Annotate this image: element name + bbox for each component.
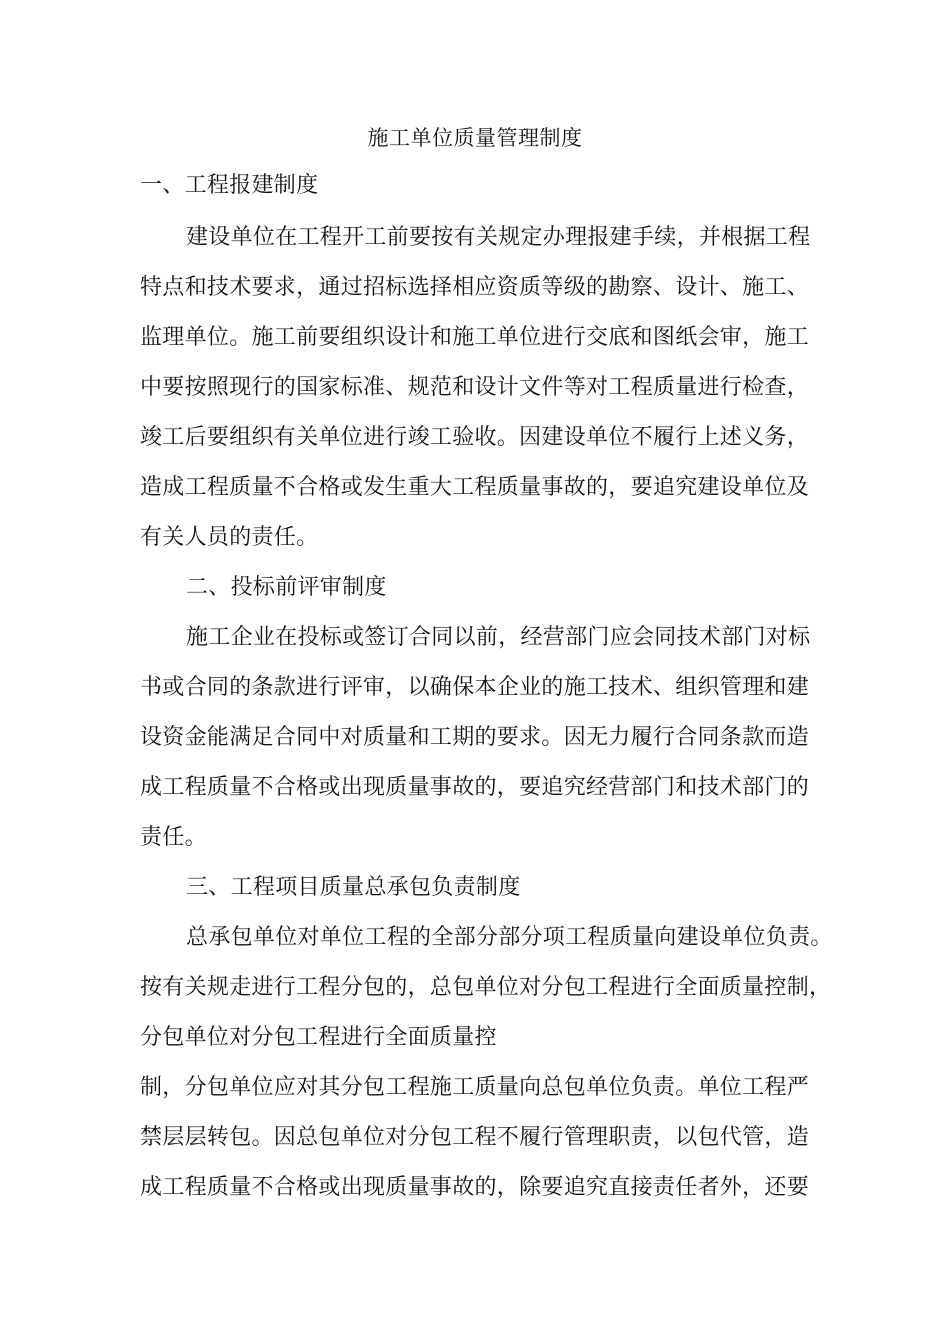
paragraph-line: 有关人员的责任。 bbox=[140, 525, 319, 550]
section-heading-3: 三、工程项目质量总承包负责制度 bbox=[186, 875, 521, 900]
paragraph-line: 建设单位在工程开工前要按有关规定办理报建手续，并根据工程 bbox=[186, 225, 811, 250]
paragraph-line: 中要按照现行的国家标准、规范和设计文件等对工程质量进行检查， bbox=[140, 375, 810, 400]
paragraph-line: 分包单位对分包工程进行全面质量控 bbox=[140, 1025, 497, 1050]
paragraph-line: 制，分包单位应对其分包工程施工质量向总包单位负责。单位工程严 bbox=[140, 1075, 810, 1100]
paragraph-line: 责任。 bbox=[140, 825, 207, 850]
document-title: 施工单位质量管理制度 bbox=[367, 126, 583, 150]
paragraph-line: 监理单位。施工前要组织设计和施工单位进行交底和图纸会审，施工 bbox=[140, 325, 810, 350]
paragraph-line: 禁层层转包。因总包单位对分包工程不履行管理职责，以包代管，造 bbox=[140, 1125, 810, 1150]
paragraph-line: 总承包单位对单位工程的全部分部分项工程质量向建设单位负责。 bbox=[186, 925, 833, 950]
paragraph-line: 成工程质量不合格或出现质量事故的，除要追究直接责任者外，还要 bbox=[140, 1175, 810, 1200]
paragraph-line: 造成工程质量不合格或发生重大工程质量事故的，要追究建设单位及 bbox=[140, 475, 810, 500]
paragraph-line: 竣工后要组织有关单位进行竣工验收。因建设单位不履行上述义务， bbox=[140, 425, 810, 450]
section-heading-2: 二、投标前评审制度 bbox=[186, 575, 387, 600]
section-heading-1: 一、工程报建制度 bbox=[140, 173, 319, 198]
paragraph-line: 书或合同的条款进行评审，以确保本企业的施工技术、组织管理和建 bbox=[140, 675, 810, 700]
paragraph-line: 按有关规走进行工程分包的，总包单位对分包工程进行全面质量控制， bbox=[140, 975, 832, 1000]
paragraph-line: 施工企业在投标或签订合同以前，经营部门应会同技术部门对标 bbox=[186, 625, 811, 650]
paragraph-line: 成工程质量不合格或出现质量事故的，要追究经营部门和技术部门的 bbox=[140, 775, 810, 800]
paragraph-line: 特点和技术要求，通过招标选择相应资质等级的勘察、设计、施工、 bbox=[140, 275, 810, 300]
paragraph-line: 设资金能满足合同中对质量和工期的要求。因无力履行合同条款而造 bbox=[140, 725, 810, 750]
